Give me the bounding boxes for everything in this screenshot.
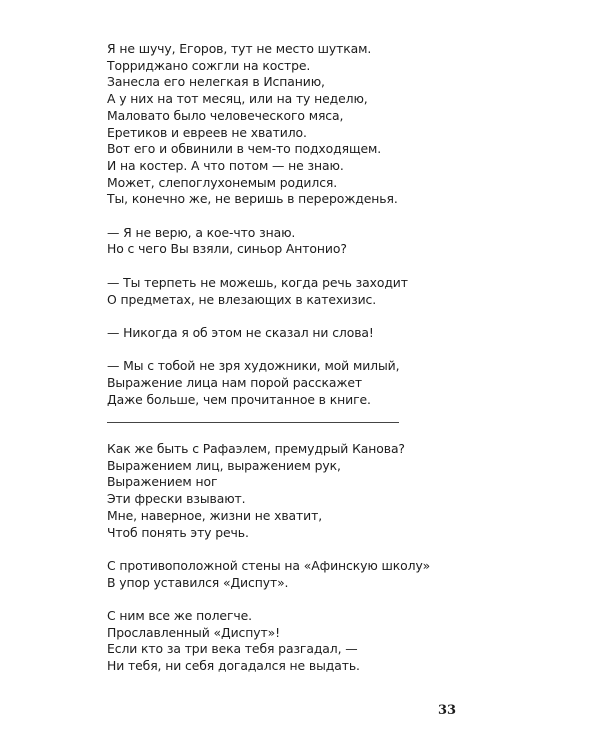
poem-line: О предметах, не влезающих в катехизис. [107,291,377,307]
poem-section-1 [107,41,507,408]
poem-line: Но с чего Вы взяли, синьор Антонио? [107,241,347,257]
poem-line: Может, слепоглухонемым родился. [107,174,338,190]
poem-line: Эти фрески взывают. [107,491,246,507]
poem-line: Еретиков и евреев не хватило. [107,124,307,140]
poem-line: Ты, конечно же, не веришь в перерожденья. [107,191,398,207]
section-divider [107,422,399,423]
page-number: 33 [438,703,457,718]
poem-line: Ни тебя, ни себя догадался не выдать. [107,658,360,674]
poem-line: В упор уставился «Диспут». [107,574,289,590]
poem-section-2 [107,441,507,675]
poem-line: Даже больше, чем прочитанное в книге. [107,391,371,407]
poem-line: Вот его и обвинили в чем-то подходящем. [107,141,382,157]
poem-line: Торриджано сожгли на костре. [107,57,311,73]
poem-line: С противоположной стены на «Афинскую школу» [107,557,431,573]
poem-line: — Никогда я об этом не сказал ни слова! [107,324,374,340]
stanza [107,358,507,408]
poem-line: Занесла его нелегкая в Испанию, [107,74,325,90]
poem-line: А у них на тот месяц, или на ту неделю, [107,91,368,107]
poem-line: Если кто за три века тебя разгадал, — [107,641,358,657]
poem-line: Прославленный «Диспут»! [107,624,280,640]
stanza [107,441,507,541]
poem-line: Выражением ног [107,474,218,490]
poem-line: Выражение лица нам порой расскажет [107,375,363,390]
stanza [107,275,507,308]
poem-line: Чтоб понять эту речь. [107,524,249,540]
stanza [107,325,507,342]
poem-line: С ним все же полегче. [107,608,252,623]
poem-line: — Ты терпеть не можешь, когда речь заходит [107,274,408,290]
stanza [107,225,507,258]
stanza [107,608,507,675]
stanza [107,558,507,591]
poem-line: Маловато было человеческого мяса, [107,107,344,123]
poem-line: И на костер. А что потом — не знаю. [107,157,344,173]
poem-line: Как же быть с Рафаэлем, премудрый Канова? [107,441,405,456]
stanza [107,41,507,208]
poem-line: — Я не верю, а кое-что знаю. [107,224,296,240]
poem-line: Выражением лиц, выражением рук, [107,457,341,473]
poem-line: Мне, наверное, жизни не хватит, [107,507,323,523]
poem-line: Я не шучу, Егоров, тут не место шуткам. [107,41,372,56]
poem-line: — Мы с тобой не зря художники, мой милый, [107,358,400,374]
